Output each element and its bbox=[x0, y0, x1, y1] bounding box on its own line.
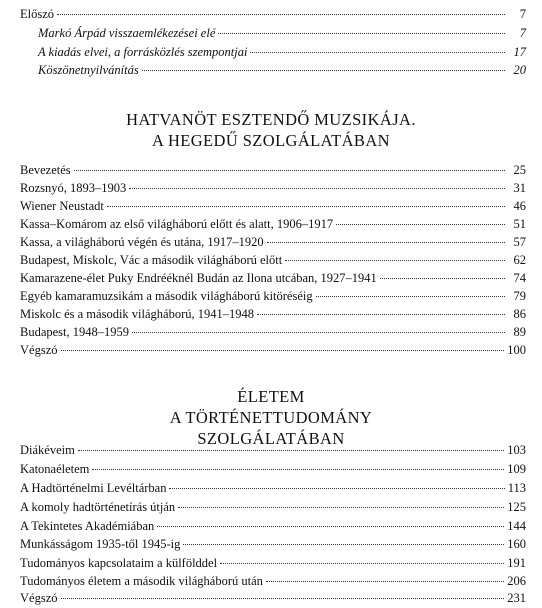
toc-entry-title: Munkásságom 1935-től 1945-ig bbox=[20, 537, 181, 551]
toc-entry-title: A komoly hadtörténetírás útján bbox=[20, 500, 176, 514]
dot-leader bbox=[183, 544, 504, 545]
toc-entry-page: 89 bbox=[513, 325, 526, 339]
list-item bbox=[20, 288, 526, 304]
toc-entry-preface bbox=[20, 6, 526, 22]
toc-entry-title: Katonaéletem bbox=[20, 462, 90, 476]
dot-leader bbox=[336, 224, 505, 225]
list-item bbox=[20, 324, 526, 340]
toc-entry-page: 62 bbox=[513, 253, 526, 267]
toc-entry-title: Diákéveim bbox=[20, 443, 75, 457]
toc-entry-page: 25 bbox=[513, 163, 526, 177]
dot-leader bbox=[74, 170, 505, 171]
toc-entry-title: Egyéb kamaramuzsikám a második világháború kitöréséig bbox=[20, 289, 313, 303]
dot-leader bbox=[285, 260, 505, 261]
toc-entry-title: Wiener Neustadt bbox=[20, 199, 104, 213]
toc-entry-title: Tudományos életem a második világháború után bbox=[20, 574, 263, 588]
dot-leader bbox=[178, 507, 504, 508]
dot-leader bbox=[169, 488, 504, 489]
toc-entry-preface-sub bbox=[38, 44, 526, 60]
toc-entry-page: 191 bbox=[507, 556, 526, 570]
toc-entry-page: 206 bbox=[507, 574, 526, 588]
toc-entry-page: 7 bbox=[519, 7, 526, 21]
part2-heading-line1: ÉLETEM bbox=[237, 387, 305, 406]
toc-entry-preface-sub bbox=[38, 25, 526, 41]
dot-leader bbox=[142, 70, 505, 71]
toc-entry-title: Kassa, a világháború végén és utána, 1917–1920 bbox=[20, 235, 264, 249]
dot-leader bbox=[316, 296, 505, 297]
toc-entry-page: 7 bbox=[519, 26, 526, 40]
toc-entry-page: 57 bbox=[513, 235, 526, 249]
dot-leader bbox=[57, 14, 505, 15]
list-item bbox=[20, 518, 526, 534]
list-item bbox=[20, 198, 526, 214]
list-item bbox=[20, 442, 526, 458]
toc-entry-title: Előszó bbox=[20, 7, 55, 21]
toc-entry-page: 113 bbox=[507, 481, 526, 495]
toc-entry-title: Budapest, 1948–1959 bbox=[20, 325, 130, 339]
toc-entry-title: Bevezetés bbox=[20, 163, 71, 177]
toc-entry-preface-sub bbox=[38, 62, 526, 78]
dot-leader bbox=[267, 242, 505, 243]
list-item bbox=[20, 536, 526, 552]
toc-entry-page: 125 bbox=[507, 500, 526, 514]
dot-leader bbox=[92, 469, 504, 470]
dot-leader bbox=[250, 52, 505, 53]
dot-leader bbox=[266, 581, 504, 582]
list-item bbox=[20, 480, 526, 496]
list-item bbox=[20, 306, 526, 322]
toc-entry-page: 231 bbox=[507, 591, 526, 605]
toc-entry-page: 109 bbox=[507, 462, 526, 476]
toc-entry-title: A Hadtörténelmi Levéltárban bbox=[20, 481, 167, 495]
list-item bbox=[20, 216, 526, 232]
part2-heading-line2: A TÖRTÉNETTUDOMÁNY bbox=[169, 408, 373, 427]
dot-leader bbox=[61, 598, 505, 599]
list-item bbox=[20, 555, 526, 571]
dot-leader bbox=[157, 526, 504, 527]
list-item bbox=[20, 180, 526, 196]
toc-entry-title: Köszönetnyilvánítás bbox=[38, 63, 139, 77]
toc-entry-title: Budapest, Miskolc, Vác a második világháború előtt bbox=[20, 253, 283, 267]
toc-entry-title: Végszó bbox=[20, 343, 58, 357]
toc-entry-page: 46 bbox=[513, 199, 526, 213]
toc-entry-page: 86 bbox=[513, 307, 526, 321]
toc-entry-title: Tudományos kapcsolataim a külfölddel bbox=[20, 556, 218, 570]
list-item bbox=[20, 252, 526, 268]
toc-entry-page: 79 bbox=[513, 289, 526, 303]
toc-entry-page: 144 bbox=[507, 519, 526, 533]
part1-heading-line1: HATVANÖT ESZTENDŐ MUZSIKÁJA. bbox=[126, 110, 416, 129]
toc-entry-page: 31 bbox=[513, 181, 526, 195]
dot-leader bbox=[61, 350, 505, 351]
dot-leader bbox=[220, 563, 504, 564]
toc-entry-page: 51 bbox=[513, 217, 526, 231]
toc-entry-page: 74 bbox=[513, 271, 526, 285]
list-item bbox=[20, 590, 526, 606]
list-item bbox=[20, 499, 526, 515]
dot-leader bbox=[78, 450, 504, 451]
list-item bbox=[20, 234, 526, 250]
toc-entry-title: Kamarazene-élet Puky Endrééknél Budán az Ilona utcában, 1927–1941 bbox=[20, 271, 377, 285]
toc-entry-page: 17 bbox=[513, 45, 526, 59]
toc-entry-title: A Tekintetes Akadémiában bbox=[20, 519, 155, 533]
dot-leader bbox=[218, 33, 505, 34]
list-item bbox=[20, 461, 526, 477]
dot-leader bbox=[129, 188, 505, 189]
dot-leader bbox=[257, 314, 505, 315]
dot-leader bbox=[107, 206, 505, 207]
part2-heading-line3: SZOLGÁLATÁBAN bbox=[197, 429, 345, 448]
list-item bbox=[20, 342, 526, 358]
list-item bbox=[20, 270, 526, 286]
list-item bbox=[20, 573, 526, 589]
toc-entry-page: 103 bbox=[507, 443, 526, 457]
toc-entry-page: 100 bbox=[507, 343, 526, 357]
toc-entry-title: Markó Árpád visszaemlékezései elé bbox=[38, 26, 216, 40]
part1-heading-line2: A HEGEDŰ SZOLGÁLATÁBAN bbox=[152, 131, 390, 150]
toc-entry-title: Miskolc és a második világháború, 1941–1948 bbox=[20, 307, 254, 321]
toc-entry-title: Kassa–Komárom az első világháború előtt és alatt, 1906–1917 bbox=[20, 217, 334, 231]
toc-entry-page: 20 bbox=[513, 63, 526, 77]
toc-entry-title: Rozsnyó, 1893–1903 bbox=[20, 181, 127, 195]
toc-entry-page: 160 bbox=[507, 537, 526, 551]
list-item bbox=[20, 162, 526, 178]
toc-entry-title: A kiadás elvei, a forrásközlés szempontjai bbox=[38, 45, 248, 59]
dot-leader bbox=[132, 332, 505, 333]
toc-entry-title: Végszó bbox=[20, 591, 58, 605]
dot-leader bbox=[380, 278, 505, 279]
